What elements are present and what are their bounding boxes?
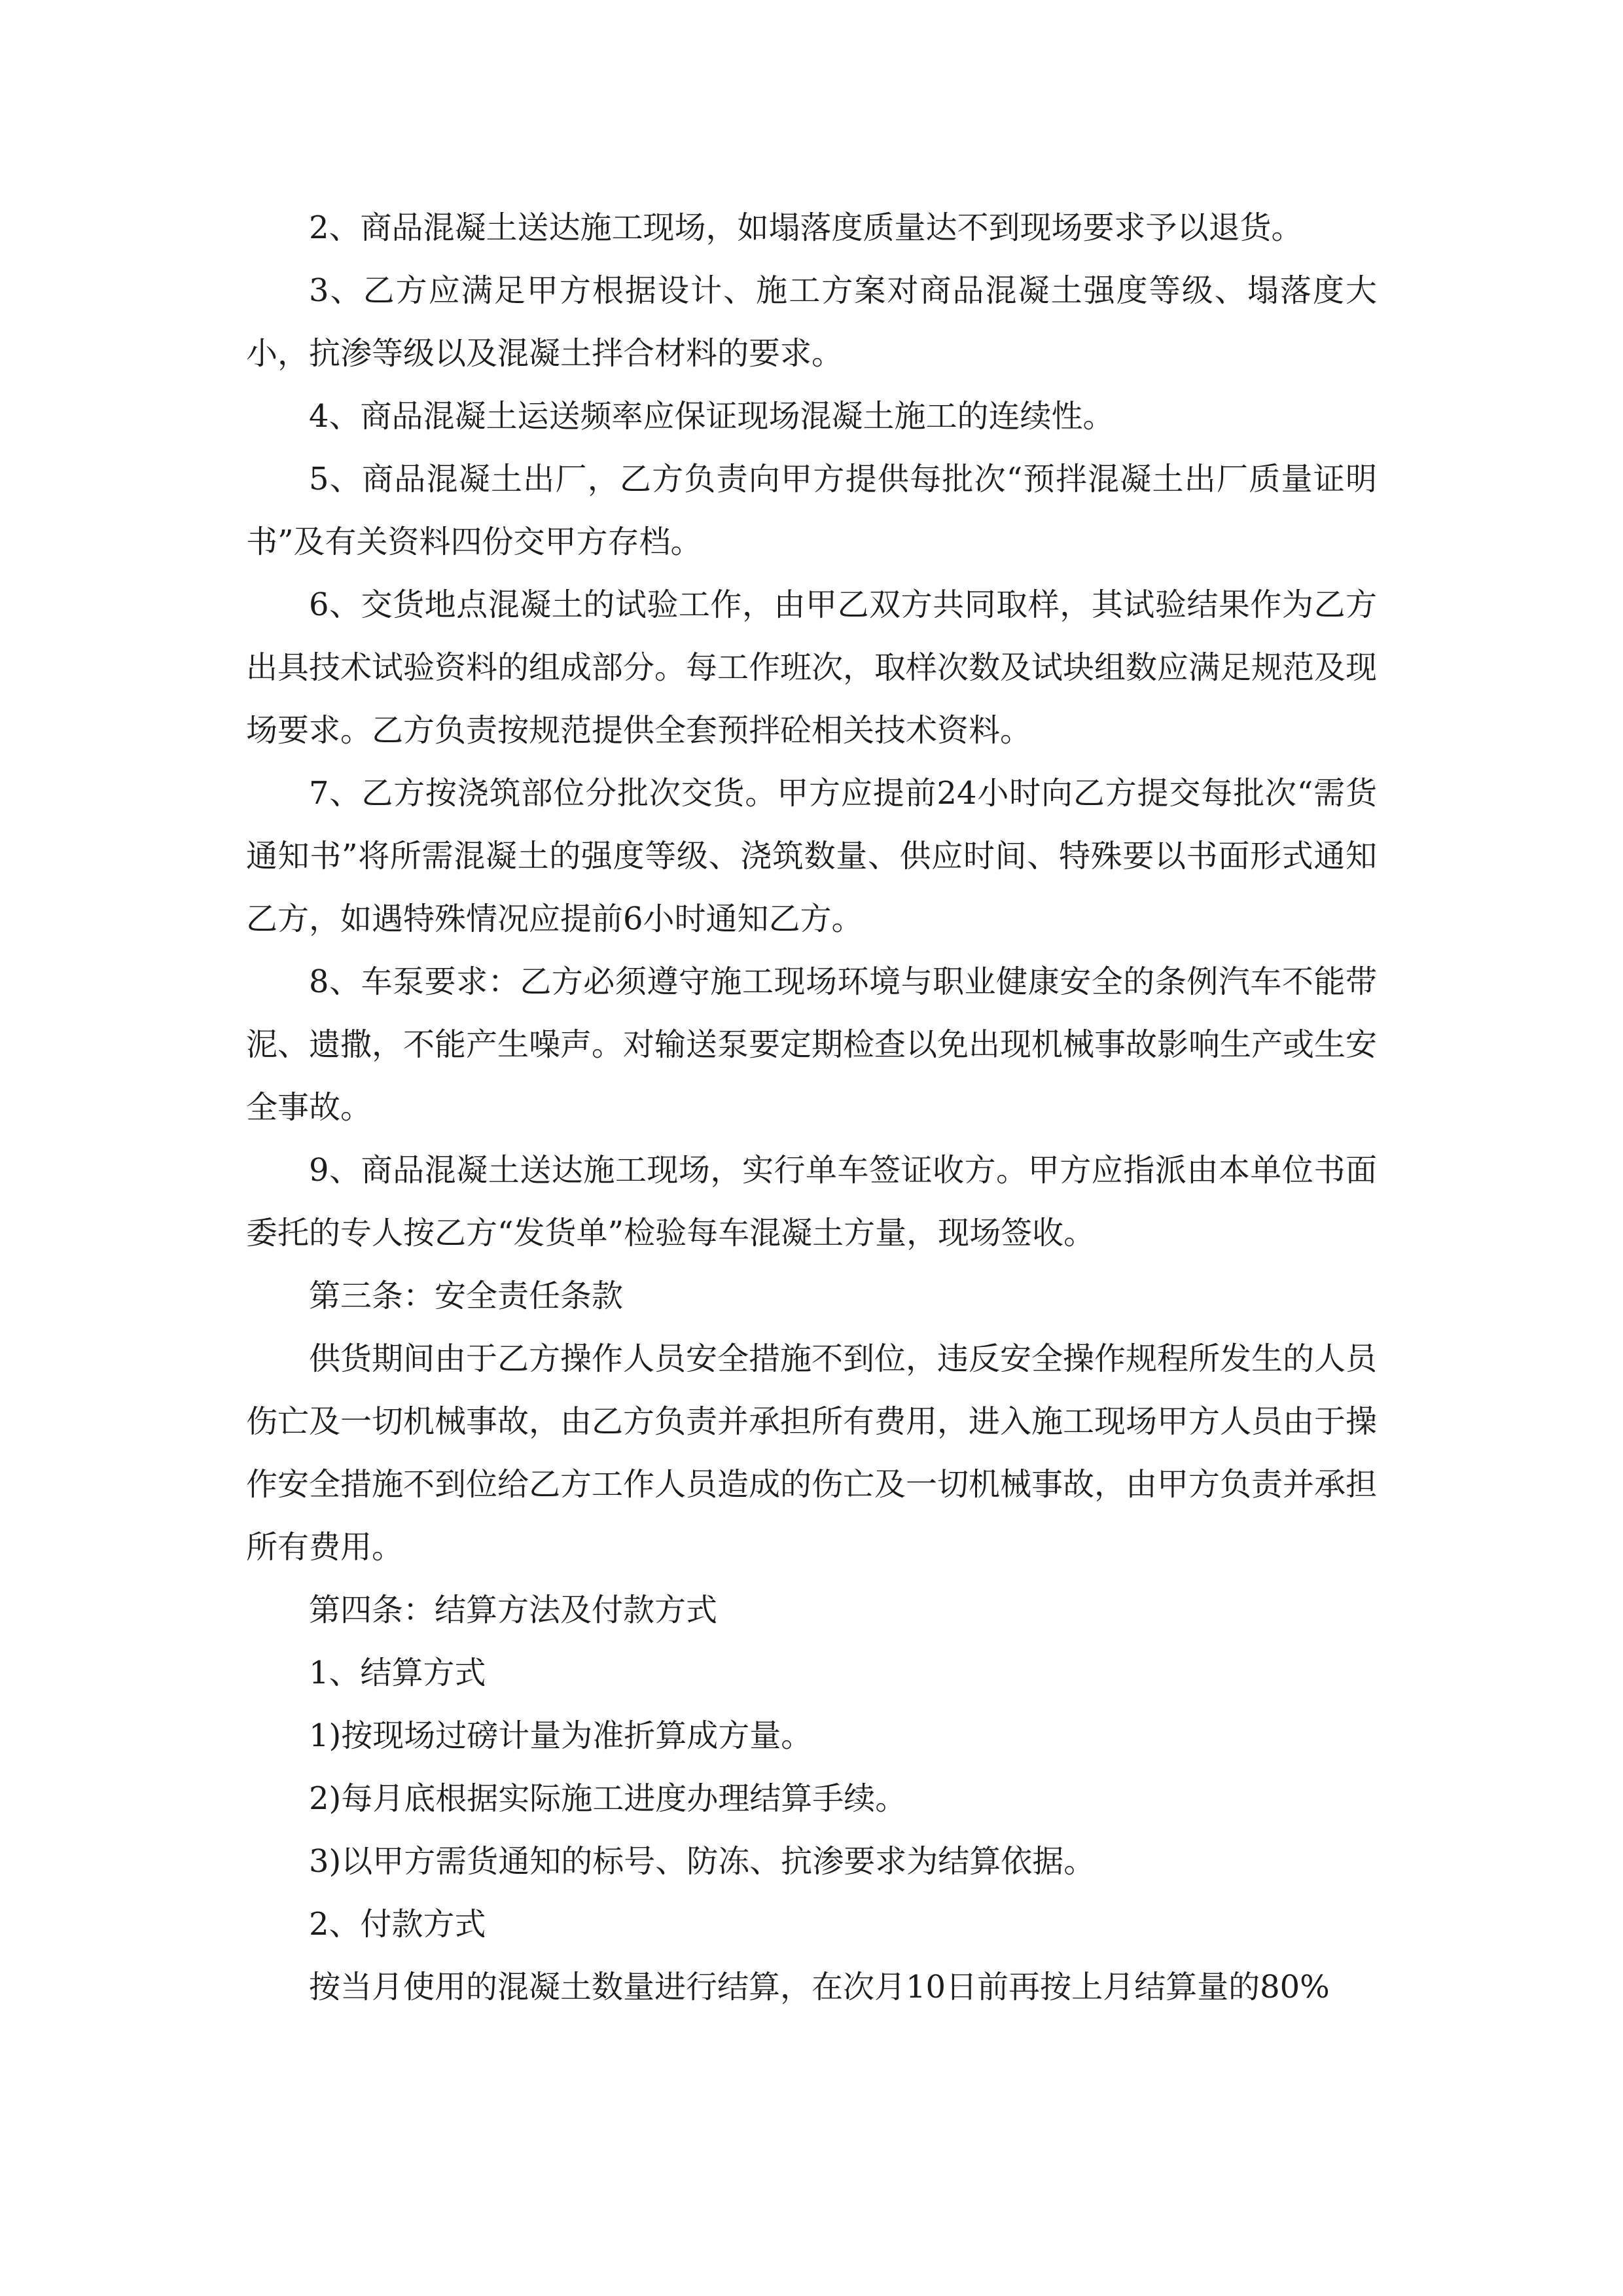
- article-3-heading: 第三条：安全责任条款: [309, 1278, 624, 1314]
- clause-2-rejection: 2、商品混凝土送达施工现场，如塌落度质量达不到现场要求予以退货。: [309, 209, 1303, 246]
- payment-method-body: 按当月使用的混凝土数量进行结算，在次月10日前再按上月结算量的80%: [309, 1969, 1330, 2005]
- settlement-item-2: 2)每月底根据实际施工进度办理结算手续。: [309, 1780, 907, 1817]
- clause-3-requirements: 3、乙方应满足甲方根据设计、施工方案对商品混凝土强度等级、塌落度大小，抗渗等级以及混凝土拌合材料的要求。: [246, 272, 1377, 372]
- clause-5-certificate: 5、商品混凝土出厂，乙方负责向甲方提供每批次“预拌混凝土出厂质量证明书”及有关资料四份交甲方存档。: [246, 461, 1377, 560]
- clause-4-continuity: 4、商品混凝土运送频率应保证现场混凝土施工的连续性。: [309, 398, 1115, 435]
- clause-7-delivery: 7、乙方按浇筑部位分批次交货。甲方应提前24小时向乙方提交每批次“需货通知书”将所需混凝土的强度等级、浇筑数量、供应时间、特殊要以书面形式通知乙方，如遇特殊情况应提前6小时通知乙方。: [246, 775, 1377, 937]
- clause-9-acceptance: 9、商品混凝土送达施工现场，实行单车签证收方。甲方应指派由本单位书面委托的专人按乙方“发货单”检验每车混凝土方量，现场签收。: [246, 1152, 1377, 1251]
- article-4-heading: 第四条：结算方法及付款方式: [309, 1592, 718, 1628]
- settlement-item-1: 1)按现场过磅计量为准折算成方量。: [309, 1717, 813, 1754]
- clause-6-testing: 6、交货地点混凝土的试验工作，由甲乙双方共同取样，其试验结果作为乙方出具技术试验资料的组成部分。每工作班次，取样次数及试块组数应满足规范及现场要求。乙方负责按规范提供全套预拌砼相关技术资料。: [246, 586, 1378, 749]
- settlement-method-heading: 1、结算方式: [309, 1655, 486, 1691]
- settlement-item-3: 3)以甲方需货通知的标号、防冻、抗渗要求为结算依据。: [309, 1843, 1096, 1880]
- article-3-body: 供货期间由于乙方操作人员安全措施不到位，违反安全操作规程所发生的人员伤亡及一切机械事故，由乙方负责并承担所有费用，进入施工现场甲方人员由于操作安全措施不到位给乙方工作人员造成的伤亡及一切机械事故，由甲方负责并承担所有费用。: [246, 1340, 1378, 1566]
- payment-method-heading: 2、付款方式: [309, 1906, 486, 1943]
- contract-body: [246, 196, 1377, 2018]
- clause-8-pump-truck: 8、车泵要求：乙方必须遵守施工现场环境与职业健康安全的条例汽车不能带泥、遗撒，不能产生噪声。对输送泵要定期检查以免出现机械事故影响生产或生安全事故。: [246, 963, 1378, 1126]
